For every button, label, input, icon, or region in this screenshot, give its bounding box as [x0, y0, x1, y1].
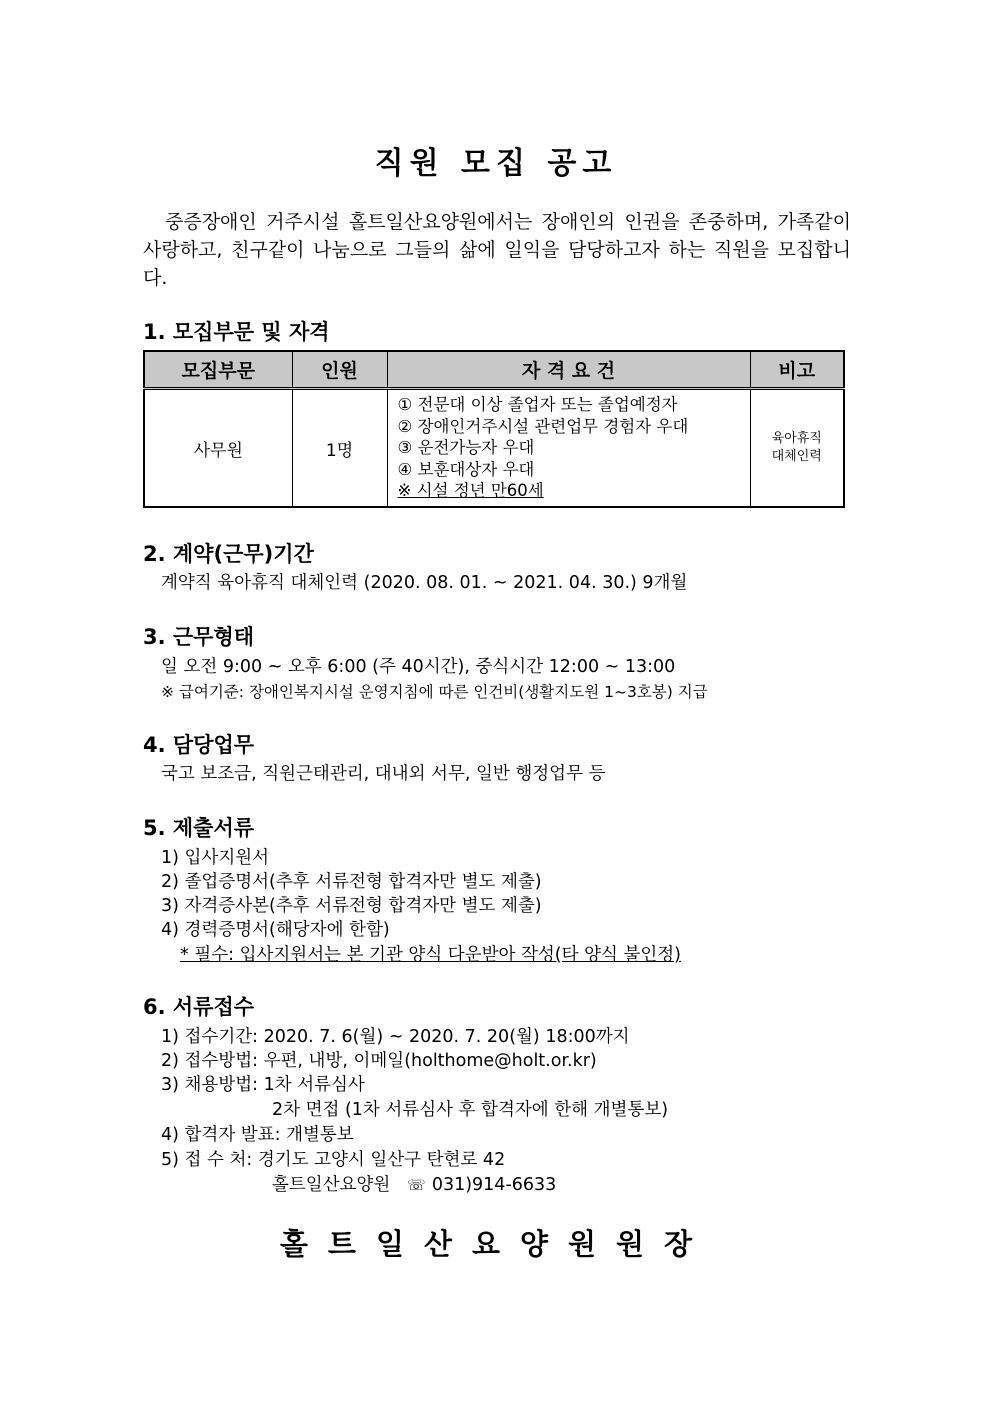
header-qualifications: 자 격 요 건: [387, 351, 750, 389]
section3-heading: 3. 근무형태: [143, 625, 255, 649]
section2-heading: 2. 계약(근무)기간: [143, 542, 314, 566]
issuer-signature: 홀트일산요양원원장: [279, 1227, 713, 1261]
table-row: [144, 389, 844, 508]
intro-text: 중증장애인 거주시설 홀트일산요양원에서는 장애인의 인권을 존중하며, 가족같이 사랑하고, 친구같이 나눔으로 그들의 삶에 일익을 담당하고자 하는 직원을 모집합니다.: [143, 211, 851, 289]
hiring-method: 3) 채용방법: 1차 서류심사: [161, 1075, 365, 1095]
intro-paragraph: [143, 208, 851, 292]
header-count: 인원: [292, 351, 387, 389]
salary-note: ※ 급여기준: 장애인복지시설 운영지침에 따른 인건비(생활지도원 1~3호봉) 지급: [161, 683, 708, 701]
qualification-item: ① 전문대 이상 졸업자 또는 졸업예정자: [397, 395, 678, 415]
phone-icon: ☏: [407, 1176, 426, 1194]
header-field: 모집부문: [144, 351, 292, 389]
qualification-item: ④ 보훈대상자 우대: [397, 459, 535, 479]
application-period: 1) 접수기간: 2020. 7. 6(월) ~ 2020. 7. 20(월) 18:00까지: [161, 1027, 630, 1047]
section6-heading: 6. 서류접수: [143, 995, 255, 1019]
cell-note: [750, 389, 844, 508]
retirement-age-note: ※ 시설 정년 만60세: [397, 481, 544, 501]
work-hours: 일 오전 9:00 ~ 오후 6:00 (주 40시간), 중식시간 12:00 ~ 13:00: [161, 657, 676, 677]
section4-heading: 4. 담당업무: [143, 733, 255, 757]
cell-count: 1명: [292, 389, 387, 508]
facility-name: 홀트일산요양원: [272, 1175, 391, 1195]
hiring-method-step2: 2차 면접 (1차 서류심사 후 합격자에 한해 개별통보): [272, 1100, 669, 1120]
document-item: 3) 자격증사본(추후 서류전형 합격자만 별도 제출): [161, 896, 542, 916]
document-item: 2) 졸업증명서(추후 서류전형 합격자만 별도 제출): [161, 872, 542, 892]
duties: 국고 보조금, 직원근태관리, 대내외 서무, 일반 행정업무 등: [161, 764, 606, 784]
required-form-note: * 필수: 입사지원서는 본 기관 양식 다운받아 작성(타 양식 불인정): [180, 945, 681, 965]
submission-address: 5) 접 수 처: 경기도 고양시 일산구 탄현로 42: [161, 1150, 506, 1170]
page-title: 직원 모집 공고: [374, 146, 618, 181]
section1-heading: 1. 모집부문 및 자격: [143, 320, 330, 344]
result-announcement: 4) 합격자 발표: 개별통보: [161, 1125, 354, 1145]
cell-field: 사무원: [144, 389, 292, 508]
contract-period: 계약직 육아휴직 대체인력 (2020. 08. 01. ~ 2021. 04. 30.) 9개월: [161, 573, 688, 593]
document-item: 4) 경력증명서(해당자에 한함): [161, 920, 390, 940]
phone-number: 031)914-6633: [431, 1175, 557, 1195]
qualification-item: ③ 운전가능자 우대: [397, 438, 535, 458]
note-line: 육아휴직: [771, 431, 822, 446]
cell-qualifications: [387, 389, 750, 508]
application-method: 2) 접수방법: 우편, 내방, 이메일(holthome@holt.or.kr): [161, 1051, 597, 1071]
document-item: 1) 입사지원서: [161, 848, 270, 868]
requirements-table: [143, 350, 845, 508]
section5-heading: 5. 제출서류: [143, 816, 255, 840]
submission-contact: [272, 1171, 556, 1196]
note-line: 대체인력: [771, 449, 822, 464]
qualification-item: ② 장애인거주시설 관련업무 경험자 우대: [397, 416, 689, 436]
header-note: 비고: [750, 351, 844, 389]
